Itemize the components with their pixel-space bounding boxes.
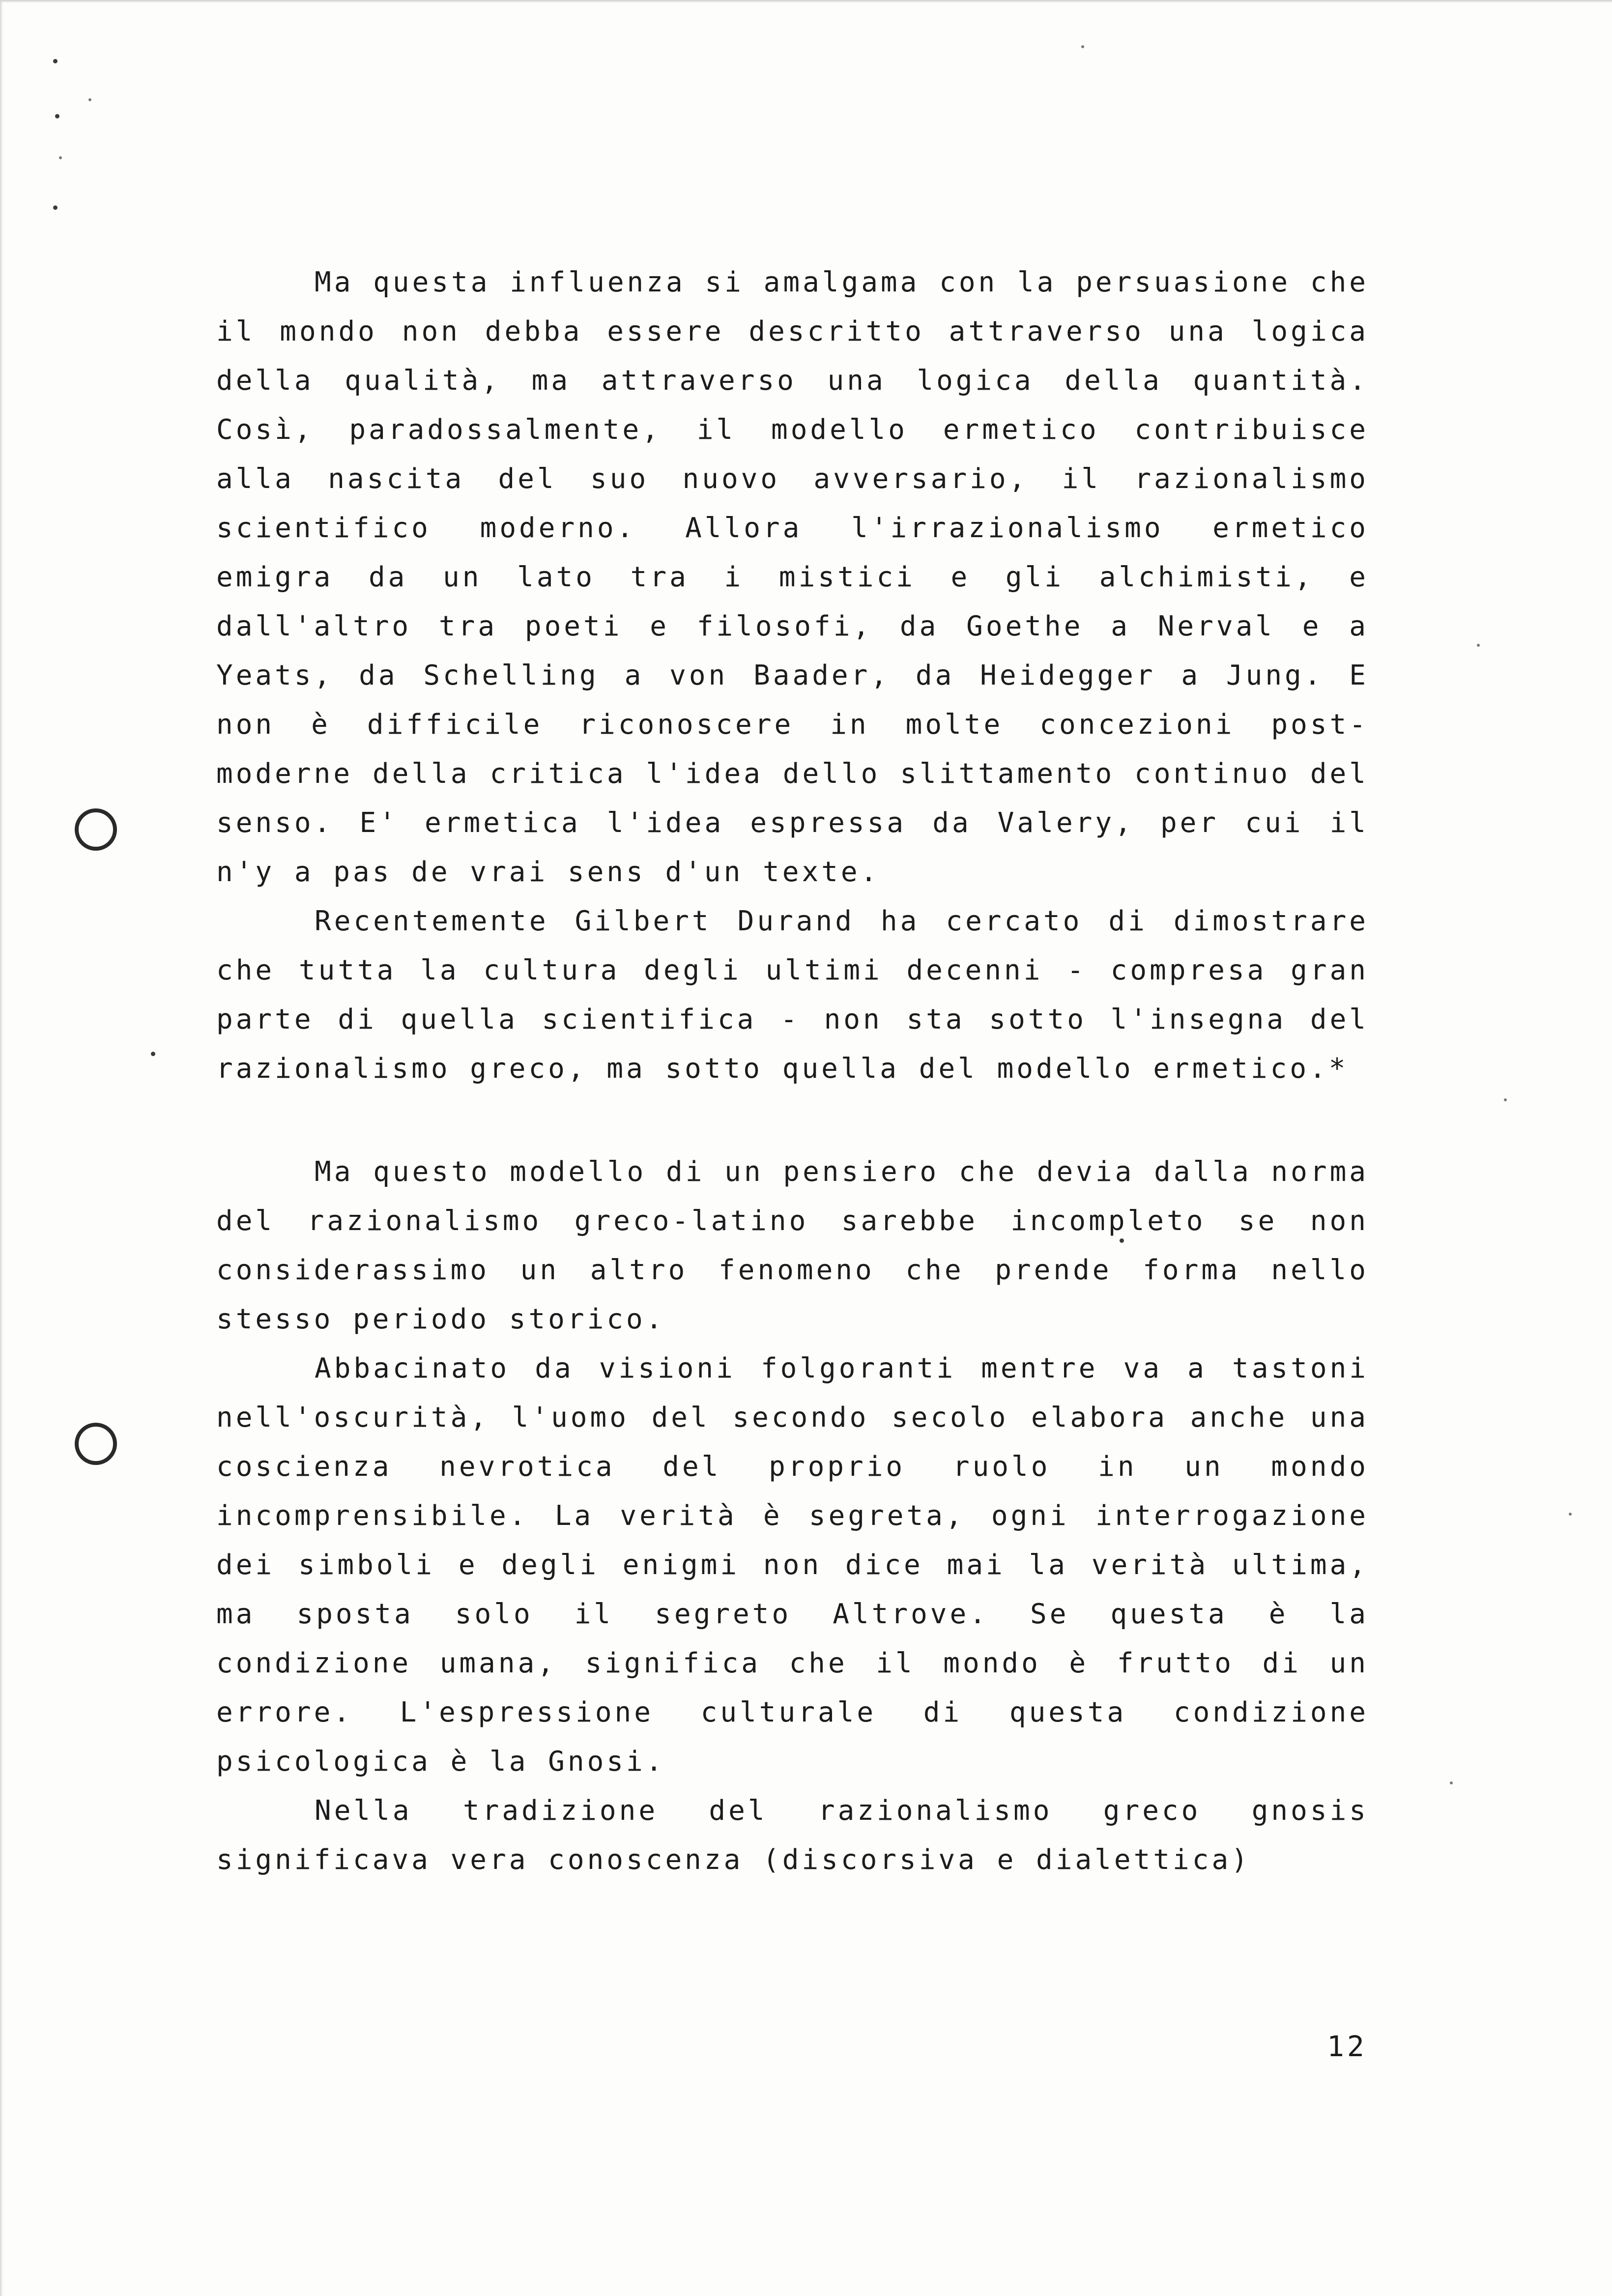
page-top-edge — [0, 0, 1612, 3]
scan-speck — [53, 205, 58, 210]
paragraph-5: Nella tradizione del razionalismo greco gnosis significava vera conoscenza (discorsiva e dialettica) — [216, 1795, 1369, 1876]
page-left-edge — [0, 0, 3, 2296]
paragraph-gap — [216, 1093, 1369, 1148]
scan-speck — [55, 114, 59, 118]
scan-speck — [88, 98, 91, 101]
body-text — [216, 258, 1369, 1885]
paragraph-4: Abbacinato da visioni folgoranti mentre va a tastoni nell'oscurità, l'uomo del secondo secolo elabora anche una coscienza nevrotica del proprio ruolo in un mondo incomprensibile. La verità è segreta, ogni interrogazione dei simboli e degli enigmi non dice mai la verità ultima, ma sposta solo il segreto Altrove. Se questa è la condizione umana, significa che il mondo è frutto di un errore. L'espressione culturale di questa condizione psicologica è la Gnosi. — [216, 1352, 1369, 1778]
paragraph-3: Ma questo modello di un pensiero che devia dalla norma del razionalismo greco-latino sarebbe incompleto se non considerassimo un altro fenomeno che prende forma nello stesso periodo storico. — [216, 1156, 1369, 1335]
punch-hole-upper — [75, 808, 117, 851]
punch-hole-lower — [75, 1423, 117, 1465]
paragraph-1: Ma questa influenza si amalgama con la persuasione che il mondo non debba essere descritto attraverso una logica della qualità, ma attraverso una logica della quantità. Così, paradossalmente, il modello ermetico contribuisce alla nascita del suo nuovo avversario, il razionalismo scientifico moderno. Allora l'irrazionalismo ermetico emigra da un lato tra i mistici e gli alchimisti, e dall'altro tra poeti e filosofi, da Goethe a Nerval e a Yeats, da Schelling a von Baader, da Heidegger a Jung. E non è difficile riconoscere in molte concezioni post-moderne della critica l'idea dello slittamento continuo del senso. E' ermetica l'idea espressa da Valery, per cui il n'y a pas de vrai sens d'un texte. — [216, 266, 1369, 888]
paragraph-2: Recentemente Gilbert Durand ha cercato di dimostrare che tutta la cultura degli ultimi decenni - compresa gran parte di quella scientifica - non sta sotto l'insegna del razionalismo greco, ma sotto quella del modello ermetico.* — [216, 905, 1369, 1085]
scan-speck — [1477, 644, 1480, 647]
scan-speck — [1450, 1781, 1453, 1784]
scan-speck — [59, 156, 62, 159]
scan-speck — [151, 1052, 155, 1056]
scan-speck — [1569, 1513, 1572, 1516]
scan-speck — [1081, 45, 1084, 48]
scan-speck — [53, 59, 58, 63]
page-number: 12 — [1327, 2030, 1367, 2063]
scan-speck — [1504, 1098, 1507, 1101]
